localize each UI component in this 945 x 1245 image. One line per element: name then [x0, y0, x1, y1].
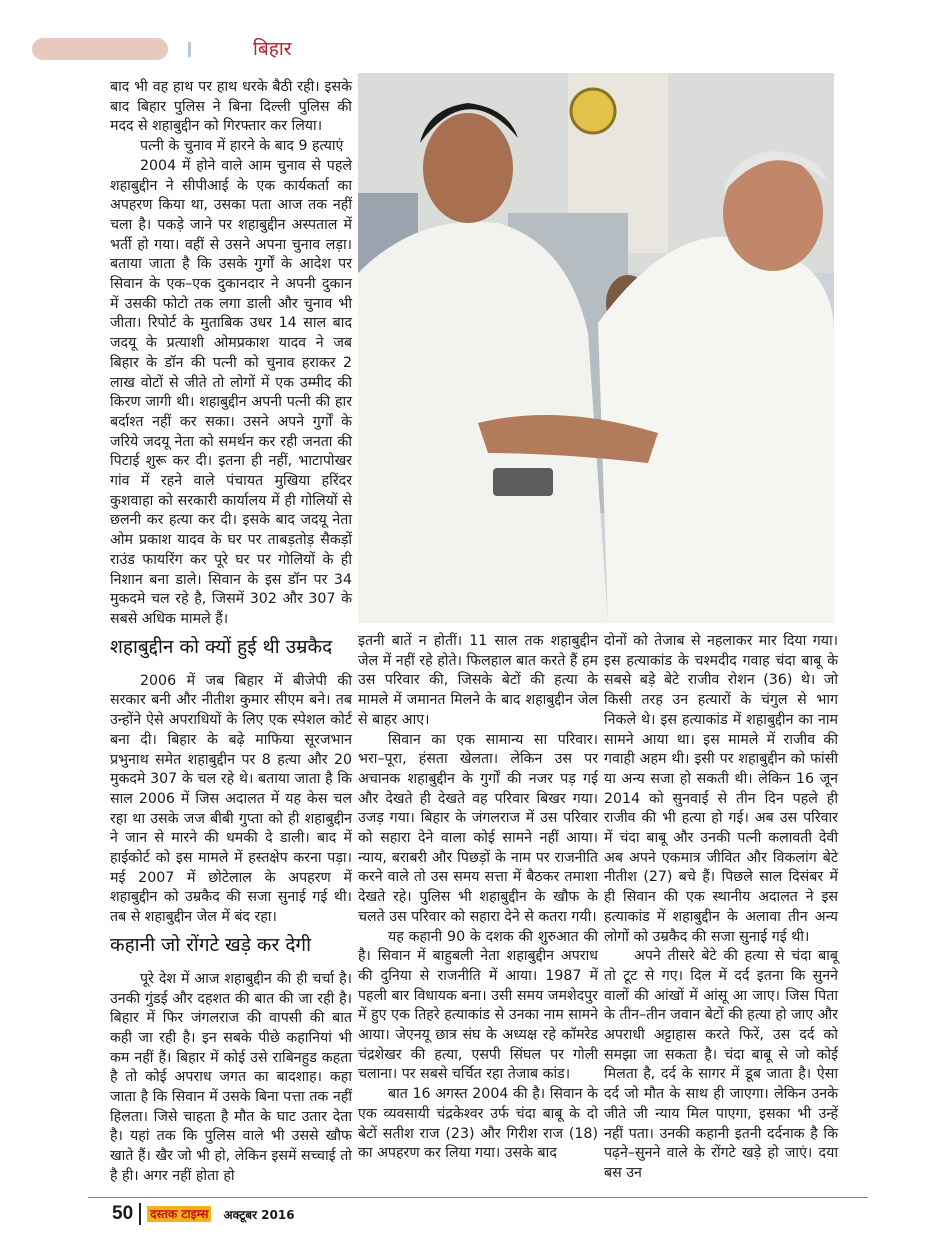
paragraph: बाद भी वह हाथ पर हाथ धरके बैठी रही। इसके बाद बिहार पुलिस ने बिना दिल्ली पुलिस की मदद से शहाबुद्दीन को गिरफ्तार कर लिया।: [110, 79, 352, 135]
article-photo: [358, 73, 834, 623]
header-decoration-pill: [32, 38, 168, 60]
paragraph: पूरे देश में आज शहाबुद्दीन की ही चर्चा है। उनकी गुंडई और दहशत की बात की जा रही है। बिहार में फिर जंगलराज की वापसी की बात कही जा रही है। इन सबके पीछे कहानियां भी कम नहीं हैं। बिहार में कोई उसे राबिनहुड कहता है तो कोई अपराध जगत का बादशाह। कहा जाता है कि सिवान में उसके बिना पत्ता तक नहीं हिलता। जिसे चाहता है मौत के घाट उतार देता है। यहां तक कि पुलिस वाले भी उससे खौफ खाते हैं। खैर जो भी हो, लेकिन इसमें सच्चाई तो है ही। अगर नहीं होता हो: [110, 970, 352, 1184]
paragraph: सिवान का एक सामान्य सा परिवार। भरा–पूरा, हंसता खेलता। लेकिन उस पर अचानक शहाबुद्दीन के गुर्गों की नजर पड़ गई और देखते ही देखते वह परिवार बिखर गया। उजड़ गया। बिहार के जंगलराज में उस परिवार को सहारा देने वाला कोई सामने नहीं आया। न्याय, बराबरी और पिछड़ों के नाम पर राजनीति करने वाले तो उस समय सत्ता में बैठकर तमाशा देखते रहे। पुलिस भी शहाबुद्दीन के खौफ के चलते उस परिवार को सहारा देने से कतरा गयी।: [358, 731, 598, 925]
left-column: [110, 78, 352, 1187]
page-number: 50: [112, 1203, 134, 1224]
paragraph: बात 16 अगस्त 2004 की है। सिवान के एक व्यवसायी चंद्रकेश्वर उर्फ चंदा बाबू के दो बेटों सतीश राज (23) और गिरीश राज (18) का अपहरण कर लिया गया। उसके बाद: [358, 1086, 598, 1162]
subheading-inline: पत्नी के चुनाव में हारने के बाद 9 हत्याएं: [140, 138, 344, 155]
paragraph: इतनी बातें न होतीं। 11 साल तक शहाबुद्दीन जेल में नहीं रहे होते। फिलहाल बात करते हैं हम उस परिवार की, जिसके बेटों की हत्या के मामले में जमानत मिलने के बाद शहाबुद्दीन जेल से बाहर आए।: [358, 633, 598, 728]
subheading: कहानी जो रोंगटे खड़े कर देगी: [110, 933, 312, 956]
paragraph: यह कहानी 90 के दशक की शुरुआत की है। सिवान में बाहुबली नेता शहाबुद्दीन अपराध की दुनिया से राजनीति में आया। 1987 में पहली बार विधायक बना। उसी समय जमशेदपुर में हुए एक तिहरे हत्याकांड से उनका नाम सामने आया। जेएनयू छात्र संघ के अध्यक्ष रहे कॉमरेड चंद्रशेखर की हत्या, एसपी सिंघल पर गोली चलाना। पर सबसे चर्चित रहा तेजाब कांड।: [358, 928, 598, 1083]
paragraph: दोनों को तेजाब से नहलाकर मार दिया गया। इस हत्याकांड के चश्मदीद गवाह चंदा बाबू के सबसे बड़े बेटे राजीव रोशन (36) थे। जो किसी तरह उन हत्यारों के चंगुल से भाग निकले थे। इस हत्याकांड में शहाबुद्दीन का नाम सामने आया था। इस मामले में राजीव की गवाही अहम थी। इसी पर शहाबुद्दीन को फांसी या अन्य सजा हो सकती थी। लेकिन 16 जून 2014 को सुनवाई से तीन दिन पहले ही राजीव की भी हत्या हो गई। अब उस परिवार में चंदा बाबू और उनकी पत्नी कलावती देवी अब अपने एकमात्र जीवित और विकलांग बेटे नीतीश (27) बचे हैं। पिछले साल दिसंबर में ही सिवान की एक स्थानीय अदालत ने इस हत्याकांड में शहाबुद्दीन के अलावा तीन अन्य लोगों को उम्रकैद की सजा सुनाई गई थी।: [604, 633, 838, 945]
photo-illustration: [358, 73, 834, 623]
wall-clock-icon: [571, 89, 615, 133]
footer-separator: [139, 1203, 141, 1225]
section-title: बिहार: [253, 38, 292, 60]
issue-date: अक्टूबर 2016: [223, 1207, 295, 1222]
right-column: [604, 632, 838, 1184]
subheading: शहाबुद्दीन को क्यों हुई थी उम्रकैद: [110, 635, 333, 658]
footer-row: [88, 1203, 868, 1225]
paragraph: 2006 में जब बिहार में बीजेपी की सरकार बनी और नीतीश कुमार सीएम बने। तब उन्होंने ऐसे अपराधियों के लिए एक स्पेशल कोर्ट बना दी। बिहार के बढ़े माफिया सूरजभान प्रभुनाथ समेत शहाबुद्दीन पर 8 हत्या और 20 मुकदमे 307 के चल रहे थे। बताया जाता है कि साल 2006 में जिस अदालत में यह केस चल रहा था उसके जज बीबी गुप्ता को ही शहाबुद्दीन ने जान से मारने की धमकी दे डाली। बाद में हाईकोर्ट को इस मामले में हस्तक्षेप करना पड़ा। मई 2007 में छोटेलाल के अपहरण में शहाबुद्दीन को उम्रकैद की सजा सुनाई गई थी। तब से शहाबुद्दीन जेल में बंद रहा।: [110, 672, 352, 926]
footer: [88, 1197, 868, 1235]
magazine-logo: दस्तक टाइम्स: [147, 1206, 211, 1222]
paragraph: 2004 में होने वाले आम चुनाव से पहले शहाबुद्दीन ने सीपीआई के एक कार्यकर्ता का अपहरण किया था, उसका पता आज तक नहीं चला है। पकड़े जाने पर शहाबुद्दीन अस्पताल में भर्ती हो गया। वहीं से उसने अपना चुनाव लड़ा। बताया जाता है कि उसके गुर्गों के आदेश पर सिवान के एक–एक दुकानदार ने अपनी दुकान में उसकी फोटो तक लगा डाली और चुनाव भी जीता। रिपोर्ट के मुताबिक उधर 14 साल बाद जदयू के प्रत्याशी ओमप्रकाश यादव ने जब बिहार के डॉन की पत्नी को चुनाव हराकर 2 लाख वोटों से जीते तो लोगों में एक उम्मीद की किरण जागी थी। शहाबुद्दीन अपनी पत्नी की हार बर्दाश्त नहीं कर सका। उसने अपने गुर्गों के जरिये जदयू नेता को समर्थन कर रही जनता की पिटाई शुरू कर दी। इतना ही नहीं, भाटापोखर गांव में रहने वाले पंचायत मुखिया हरिंदर कुशवाहा को सरकारी कार्यालय में ही गोलियों से छलनी कर हत्या कर दी। इसके बाद जदयू नेता ओम प्रकाश यादव के घर पर ताबड़तोड़ सैकड़ों राउंड फायरिंग कर पूरे घर पर गोलियों के ही निशान बना डाले। सिवान के इस डॉन पर 34 मुकदमे चल रहे है, जिसमें 302 और 307 के सबसे अधिक मामले हैं।: [110, 157, 352, 627]
middle-column: [358, 632, 598, 1164]
paragraph: अपने तीसरे बेटे की हत्या से चंदा बाबू तो टूट से गए। दिल में दर्द इतना कि सुनने वालों की आंखों में आंसू आ जाए। जिस पिता के तीन–तीन जवान बेटों की हत्या हो जाए और अपराधी अट्टाहास करते फिरें, उस दर्द को समझा जा सकता है। चंदा बाबू से जो कोई मिलता है, दर्द के सागर में डूब जाता है। ऐसा दर्द जो मौत के साथ ही जाएगा। लेकिन उनके जीते जी न्याय मिल पाएगा, इसका भी उन्हें नहीं पता। उनकी कहानी इतनी दर्दनाक है कि पढ़ने–सुनने वाले के रोंगटे खड़े हो जाएं। दया बस उन: [604, 948, 838, 1181]
header-divider: [188, 42, 191, 57]
